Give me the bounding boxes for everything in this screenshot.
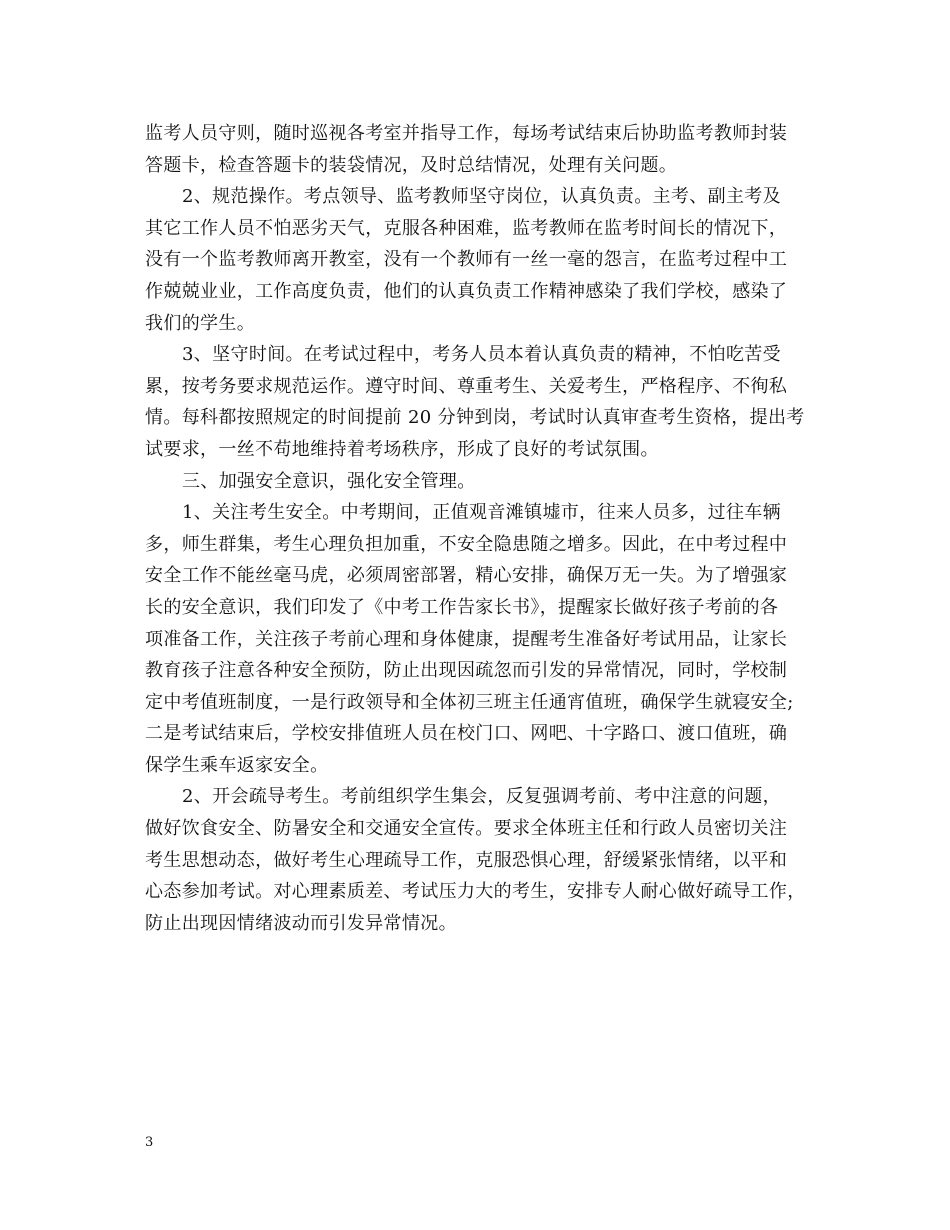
paragraph-start-line: 2、规范操作。考点领导、监考教师坚守岗位，认真负责。主考、副主考及 <box>182 186 781 208</box>
text-line: 我们的学生。 <box>145 312 256 334</box>
text-line: 情。每科都按照规定的时间提前 20 分钟到岗，考试时认真审查考生资格，提出考 <box>145 407 805 429</box>
paragraph-start-line: 1、关注考生安全。中考期间，正值观音滩镇墟市，往来人员多，过往车辆 <box>182 502 781 524</box>
text-line: 累，按考务要求规范运作。遵守时间、尊重考生、关爱考生，严格程序、不徇私 <box>145 375 788 397</box>
text-line: 没有一个监考教师离开教室，没有一个教师有一丝一毫的怨言，在监考过程中工 <box>145 249 788 271</box>
document-body <box>145 118 805 939</box>
text-line: 防止出现因情绪波动而引发异常情况。 <box>145 912 457 934</box>
text-line: 安全工作不能丝毫马虎，必须周密部署，精心安排，确保万无一失。为了增强家 <box>145 565 788 587</box>
text-line: 考生思想动态，做好考生心理疏导工作，克服恐惧心理，舒缓紧张情绪，以平和 <box>145 849 788 871</box>
text-line: 作兢兢业业，工作高度负责，他们的认真负责工作精神感染了我们学校，感染了 <box>145 280 788 302</box>
paragraph-start-line: 2、开会疏导考生。考前组织学生集会，反复强调考前、考中注意的问题， <box>182 786 781 808</box>
text-line: 项准备工作，关注孩子考前心理和身体健康，提醒考生准备好考试用品，让家长 <box>145 628 788 650</box>
text-line: 试要求，一丝不苟地维持着考场秩序，形成了良好的考试氛围。 <box>145 438 659 460</box>
text-line: 定中考值班制度，一是行政领导和全体初三班主任通宵值班，确保学生就寝安全; <box>145 691 794 713</box>
text-line: 保学生乘车返家安全。 <box>145 754 329 776</box>
paragraph-start-line: 3、坚守时间。在考试过程中，考务人员本着认真负责的精神，不怕吃苦受 <box>182 344 781 366</box>
text-line: 长的安全意识，我们印发了《中考工作告家长书》，提醒家长做好孩子考前的各 <box>145 596 779 618</box>
text-line: 其它工作人员不怕恶劣天气，克服各种困难，监考教师在监考时间长的情况下， <box>145 217 788 239</box>
page-number: 3 <box>145 1135 154 1150</box>
text-line: 二是考试结束后，学校安排值班人员在校门口、网吧、十字路口、渡口值班，确 <box>145 723 788 745</box>
section-heading: 三、加强安全意识，强化安全管理。 <box>182 470 476 492</box>
text-line: 教育孩子注意各种安全预防，防止出现因疏忽而引发的异常情况，同时，学校制 <box>145 660 788 682</box>
text-line: 做好饮食安全、防暑安全和交通安全宣传。要求全体班主任和行政人员密切关注 <box>145 818 788 840</box>
text-line: 多，师生群集，考生心理负担加重，不安全隐患随之增多。因此，在中考过程中 <box>145 533 788 555</box>
text-line: 心态参加考试。对心理素质差、考试压力大的考生，安排专人耐心做好疏导工作， <box>145 881 806 903</box>
text-line: 监考人员守则，随时巡视各考室并指导工作，每场考试结束后协助监考教师封装 <box>145 123 788 144</box>
text-line: 答题卡，检查答题卡的装袋情况，及时总结情况，处理有关问题。 <box>145 154 678 176</box>
